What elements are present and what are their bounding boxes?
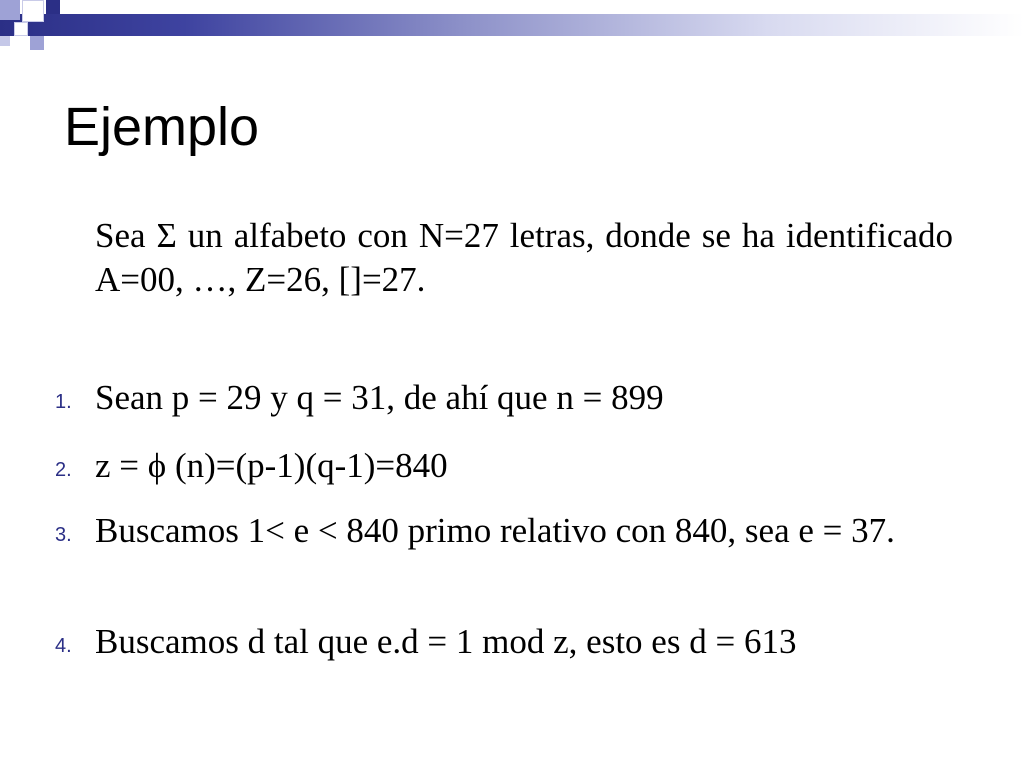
list-item <box>55 620 953 664</box>
list-item <box>55 376 953 420</box>
list-item <box>55 444 953 488</box>
list-number: 2. <box>55 459 72 481</box>
deco-square <box>0 36 10 46</box>
deco-square <box>0 0 20 20</box>
list-item-text: Sean p = 29 y q = 31, de ahí que n = 899 <box>95 378 664 417</box>
list-item <box>55 509 953 553</box>
list-number: 4. <box>55 635 72 657</box>
deco-square <box>46 0 60 14</box>
list-item-text: z = ϕ (n)=(p-1)(q-1)=840 <box>95 446 448 485</box>
deco-square <box>22 0 44 22</box>
list-item-text: Buscamos d tal que e.d = 1 mod z, esto es d = 613 <box>95 622 797 661</box>
header-band <box>0 14 1024 36</box>
list-number: 1. <box>55 391 72 413</box>
slide-title: Ejemplo <box>64 97 260 157</box>
list-item-text: Buscamos 1< e < 840 primo relativo con 840, sea e = 37. <box>95 511 895 550</box>
intro-paragraph: Sea Σ un alfabeto con N=27 letras, donde se ha identificado A=00, …, Z=26, []=27. <box>95 216 953 299</box>
list-number: 3. <box>55 524 72 546</box>
deco-square <box>30 36 44 50</box>
deco-square <box>14 22 28 36</box>
